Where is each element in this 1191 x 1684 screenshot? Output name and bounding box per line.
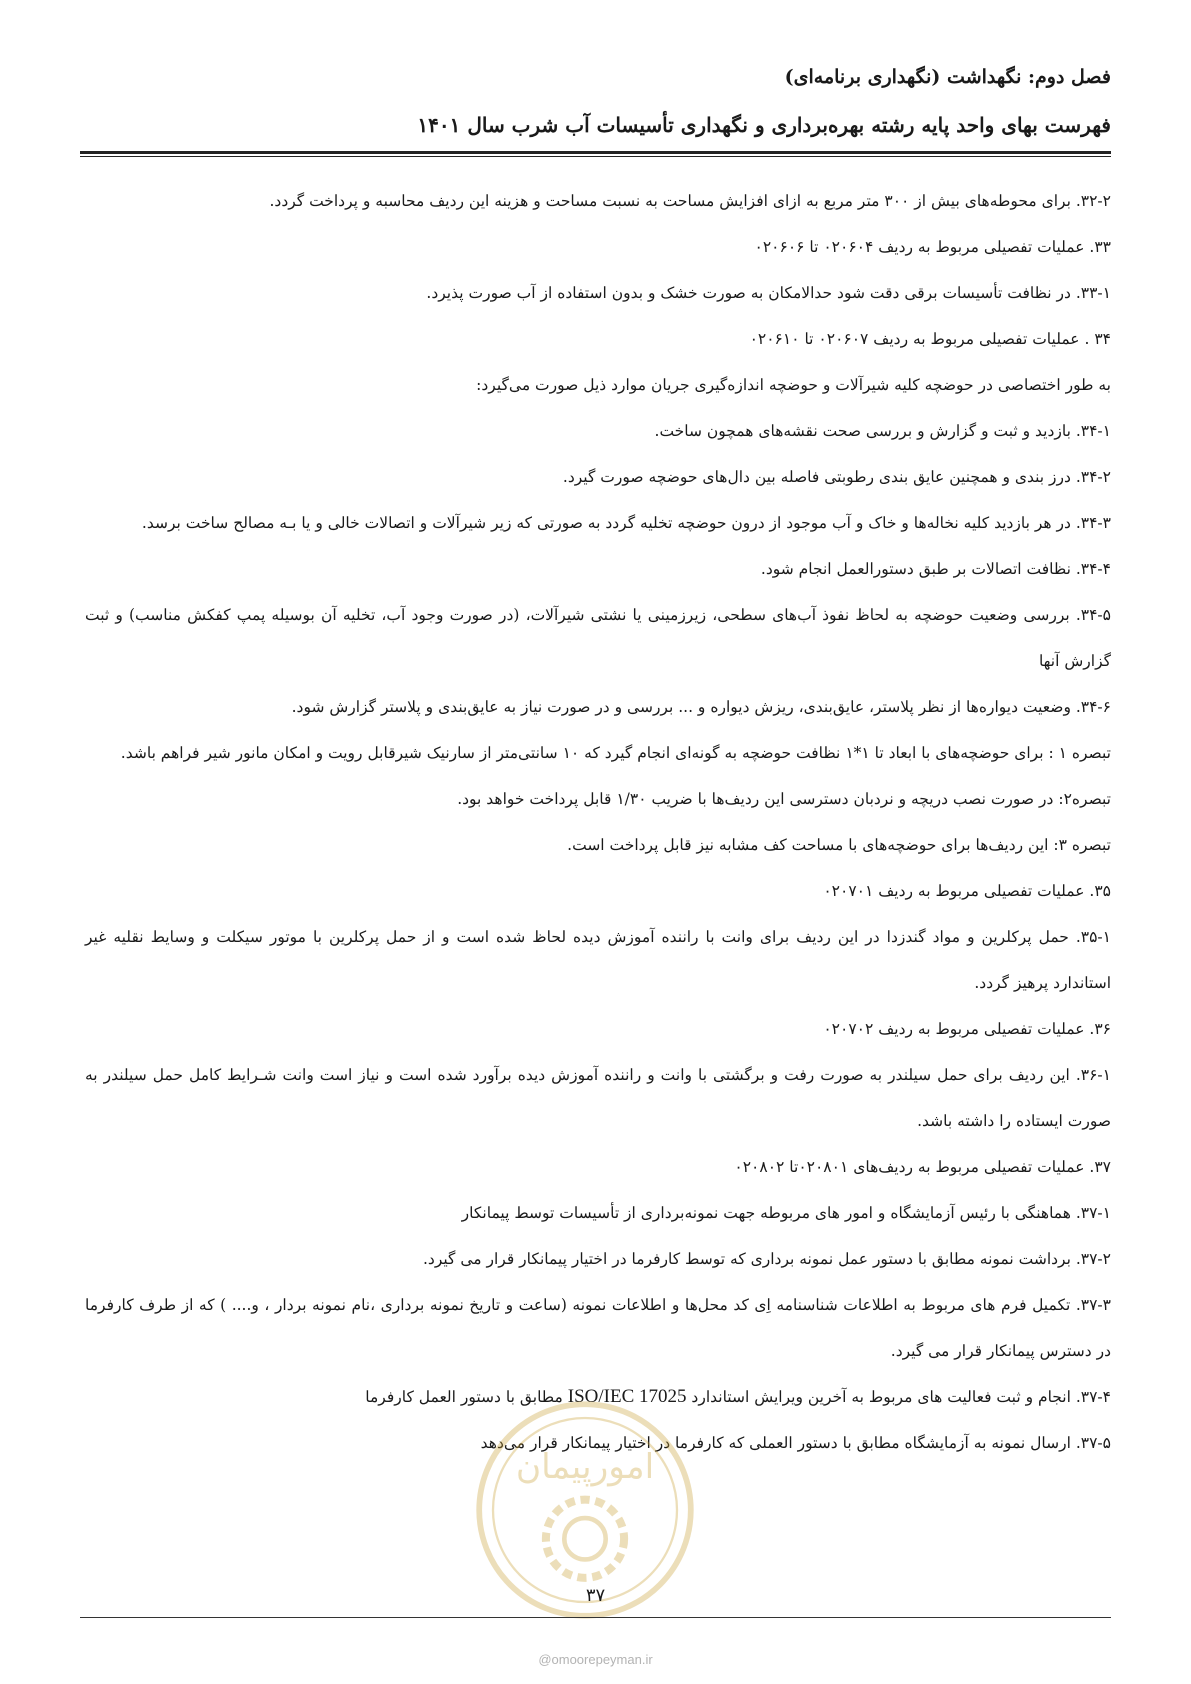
website-watermark: @omoorepeyman.ir — [538, 1652, 653, 1667]
paragraph-33-1: ۳۳-۱. در نظافت تأسیسات برقی دقت شود حدالامکان به صورت خشک و بدون استفاده از آب صورت پذیرد. — [426, 284, 1111, 302]
paragraph-37-4-start: ۳۷-۴. انجام و ثبت فعالیت های مربوط به آخرین ویرایش استاندارد — [686, 1388, 1111, 1406]
paragraph-37-1: ۳۷-۱. هماهنگی با رئیس آزمایشگاه و امور های مربوطه جهت نمونه‌برداری از تأسیسات توسط پیمانکار — [461, 1204, 1111, 1222]
paragraph-37: ۳۷. عملیات تفصیلی مربوط به ردیف‌های ۰۲۰۸۰۱تا ۰۲۰۸۰۲ — [734, 1158, 1111, 1176]
paragraph-37-4-end: مطابق با دستور العمل کارفرما — [365, 1388, 568, 1406]
note-3: تبصره ۳: این ردیف‌ها برای حوضچه‌های با مساحت کف مشابه نیز قابل پرداخت است. — [567, 836, 1111, 854]
page-number: ۳۷ — [585, 1585, 606, 1606]
paragraph-37-2: ۳۷-۲. برداشت نمونه مطابق با دستور عمل نمونه برداری که توسط کارفرما در اختیار پیمانکار قرار می گیرد. — [422, 1250, 1111, 1268]
header-divider-thin — [80, 156, 1111, 157]
paragraph-36: ۳۶. عملیات تفصیلی مربوط به ردیف ۰۲۰۷۰۲ — [823, 1020, 1111, 1038]
paragraph-36-1: ۳۶-۱. این ردیف برای حمل سیلندر به صورت رفت و برگشتی با وانت و راننده آموزش دیده برآورد شده است و نیاز است وانت شـرایط کامل حمل سیلندر به صورت ایستاده را داشته باشد. — [85, 1066, 1111, 1130]
iso-standard-code: ISO/IEC 17025 — [567, 1386, 687, 1407]
paragraph-34-4: ۳۴-۴. نظافت اتصالات بر طبق دستورالعمل انجام شود. — [760, 560, 1111, 578]
footer-divider — [80, 1617, 1111, 1618]
paragraph-34-5: ۳۴-۵. بررسی وضعیت حوضچه به لحاظ نفوذ آب‌های سطحی، زیرزمینی یا نشتی شیرآلات، (در صورت وجود آب، تخلیه آن بوسیله پمپ کفکش مناسب) و ثبت گزارش آنها — [85, 606, 1111, 670]
paragraph-34-intro: به طور اختصاصی در حوضچه کلیه شیرآلات و حوضچه اندازه‌گیری جریان موارد ذیل صورت می‌گیرد: — [476, 376, 1111, 394]
paragraph-34-6: ۳۴-۶. وضعیت دیواره‌ها از نظر پلاستر، عایق‌بندی، ریزش دیواره و ... بررسی و در صورت نیاز به عایق‌بندی و پلاستر گزارش شود. — [291, 698, 1111, 716]
note-2: تبصره۲: در صورت نصب دریچه و نردبان دسترسی این ردیف‌ها با ضریب ۱/۳۰ قابل پرداخت خواهد بود. — [457, 790, 1111, 808]
paragraph-34-3: ۳۴-۳. در هر بازدید کلیه نخاله‌ها و خاک و آب موجود از درون حوضچه تخلیه گردد به صورتی که زیر شیرآلات و اتصالات خالی و یا بـه مصالح ساخت برسد. — [141, 514, 1111, 532]
paragraph-33: ۳۳. عملیات تفصیلی مربوط به ردیف ۰۲۰۶۰۴ تا ۰۲۰۶۰۶ — [754, 238, 1111, 256]
paragraph-34: ۳۴ . عملیات تفصیلی مربوط به ردیف ۰۲۰۶۰۷ تا ۰۲۰۶۱۰ — [749, 330, 1111, 348]
paragraph-35-1: ۳۵-۱. حمل پرکلرین و مواد گندزدا در این ردیف برای وانت با راننده آموزش دیده لحاظ شده است و از حمل پرکلرین با موتور سیکلت و وسایط نقلیه غیر استاندارد پرهیز گردد. — [85, 928, 1111, 992]
paragraph-37-3: ۳۷-۳. تکمیل فرم های مربوط به اطلاعات شناسنامه اِی کد محل‌ها و اطلاعات نمونه (ساعت و تاریخ نمونه برداری ،نام نمونه بردار ، و.... ) که از طرف کارفرما در دسترس پیمانکار قرار می گیرد. — [85, 1296, 1111, 1360]
paragraph-34-2: ۳۴-۲. درز بندی و همچنین عایق بندی رطوبتی فاصله بین دال‌های حوضچه صورت گیرد. — [562, 468, 1111, 486]
header-divider-thick — [80, 151, 1111, 154]
paragraph-35: ۳۵. عملیات تفصیلی مربوط به ردیف ۰۲۰۷۰۱ — [823, 882, 1111, 900]
document-body — [85, 178, 1111, 1466]
chapter-heading: فصل دوم: نگهداشت (نگهداری برنامه‌ای) — [784, 66, 1111, 88]
paragraph-32-2: ۳۲-۲. برای محوطه‌های بیش از ۳۰۰ متر مربع به ازای افزایش مساحت به نسبت مساحت و هزینه این ردیف محاسبه و پرداخت گردد. — [269, 192, 1111, 210]
seal-text: امورپیمان — [515, 1446, 655, 1487]
document-title: فهرست بهای واحد پایه رشته بهره‌برداری و نگهداری تأسیسات آب شرب سال ۱۴۰۱ — [417, 113, 1111, 137]
paragraph-37-5: ۳۷-۵. ارسال نمونه به آزمایشگاه مطابق با دستور العملی که کارفرما در اختیار پیمانکار قرار می‌دهد — [480, 1434, 1111, 1452]
paragraph-34-1: ۳۴-۱. بازدید و ثبت و گزارش و بررسی صحت نقشه‌های همچون ساخت. — [654, 422, 1111, 440]
note-1: تبصره ۱ : برای حوضچه‌های با ابعاد تا ۱*۱ نظافت حوضچه به گونه‌ای انجام گیرد که ۱۰ سانتی‌متر از سارنیک شیرقابل رویت و امکان مانور شیر فراهم باشد. — [120, 744, 1111, 762]
